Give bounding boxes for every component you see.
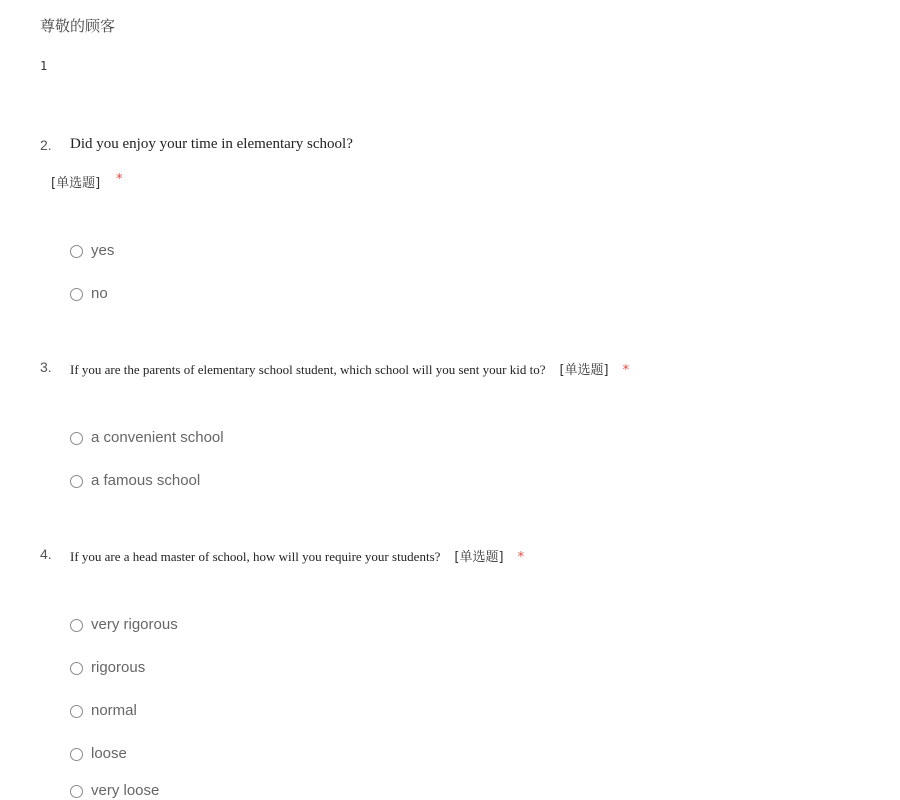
radio-circle-icon[interactable] (70, 245, 83, 258)
option-label: yes (91, 242, 115, 259)
greeting-heading: 尊敬的顾客 (40, 17, 116, 35)
radio-circle-icon[interactable] (70, 748, 83, 761)
option-label: a convenient school (91, 429, 224, 446)
required-marker: * (116, 172, 123, 187)
option-very-rigorous[interactable] (70, 616, 178, 634)
option-yes[interactable] (70, 242, 114, 260)
option-label: very rigorous (91, 616, 178, 633)
option-label: loose (91, 745, 127, 762)
required-marker: * (517, 550, 525, 565)
radio-circle-icon[interactable] (70, 288, 83, 301)
radio-circle-icon[interactable] (70, 662, 83, 675)
radio-circle-icon[interactable] (70, 785, 83, 798)
option-loose[interactable] (70, 745, 127, 763)
option-rigorous[interactable] (70, 659, 145, 677)
option-label: normal (91, 702, 137, 719)
question-number: 3. (40, 359, 52, 375)
option-no[interactable] (70, 285, 108, 303)
radio-circle-icon[interactable] (70, 475, 83, 488)
option-label: very loose (91, 782, 160, 799)
option-normal[interactable] (70, 702, 137, 720)
question-title: Did you enjoy your time in elementary school? (70, 136, 353, 152)
question-title (70, 546, 524, 565)
question-type-label: [单选题] (454, 550, 504, 565)
question-title-text: If you are a head master of school, how will you require your students? (70, 549, 441, 564)
question-type-label: [单选题] (559, 363, 609, 378)
option-label: no (91, 285, 108, 302)
intro-number: 1 (40, 59, 48, 73)
question-type-label: [单选题] (51, 176, 101, 191)
question-number: 2. (40, 137, 52, 153)
required-marker: * (622, 363, 630, 378)
option-a-convenient-school[interactable] (70, 429, 224, 447)
radio-circle-icon[interactable] (70, 432, 83, 445)
option-label: a famous school (91, 472, 201, 489)
question-title-text: If you are the parents of elementary school student, which school will you sent your kid to? (70, 362, 546, 377)
option-a-famous-school[interactable] (70, 472, 200, 490)
radio-circle-icon[interactable] (70, 705, 83, 718)
question-title (70, 359, 629, 378)
question-number: 4. (40, 546, 52, 562)
radio-circle-icon[interactable] (70, 619, 83, 632)
option-very-loose[interactable] (70, 782, 159, 800)
option-label: rigorous (91, 659, 146, 676)
